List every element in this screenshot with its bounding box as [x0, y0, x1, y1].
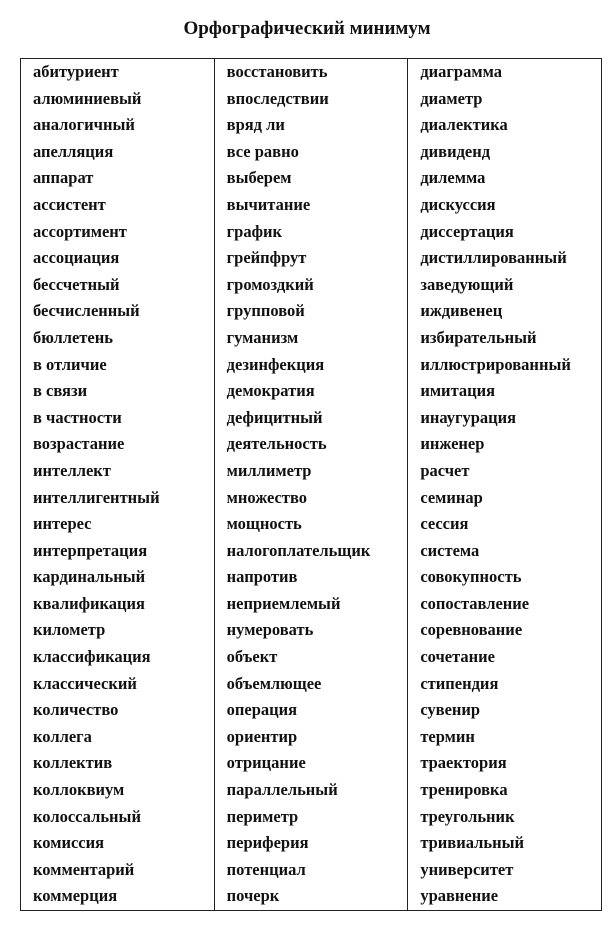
word-item: впоследствии	[226, 88, 329, 108]
word-item: траектория	[420, 753, 507, 773]
word-item: множество	[226, 487, 307, 507]
word-item: дистиллированный	[420, 248, 567, 268]
word-item: километр	[33, 620, 106, 640]
word-column-2	[214, 59, 408, 911]
word-item: сочетание	[420, 647, 495, 667]
word-item: ассоциация	[33, 248, 120, 268]
word-item: выберем	[226, 168, 292, 188]
word-item: миллиметр	[226, 460, 312, 480]
word-item: сопоставление	[420, 593, 530, 613]
word-item: стипендия	[420, 673, 499, 693]
word-item: в отличие	[33, 354, 107, 374]
word-item: операция	[226, 700, 298, 720]
word-item: семинар	[420, 487, 483, 507]
word-item: отрицание	[226, 753, 306, 773]
word-item: избирательный	[420, 327, 537, 347]
word-item: ориентир	[226, 726, 298, 746]
word-item: классификация	[33, 647, 151, 667]
word-item: мощность	[226, 514, 302, 534]
word-item: сессия	[420, 514, 469, 534]
word-item: ассортимент	[33, 221, 127, 241]
word-item: иждивенец	[420, 301, 503, 321]
word-item: неприемлемый	[226, 593, 341, 613]
word-item: коллега	[33, 726, 92, 746]
word-item: налогоплательщик	[226, 540, 371, 560]
word-item: аппарат	[33, 168, 94, 188]
word-item: в связи	[33, 381, 88, 401]
word-column-1	[21, 59, 215, 911]
page-title: Орфографический минимум	[183, 18, 431, 39]
word-item: инаугурация	[420, 407, 517, 427]
word-item: деятельность	[226, 434, 327, 454]
word-item: групповой	[226, 301, 305, 321]
word-item: объемлющее	[226, 673, 322, 693]
word-item: напротив	[226, 567, 298, 587]
word-item: треугольник	[420, 806, 515, 826]
word-item: аналогичный	[33, 115, 135, 135]
word-item: объект	[226, 647, 278, 667]
word-item: система	[420, 540, 480, 560]
word-item: коллектив	[33, 753, 113, 773]
word-item: гуманизм	[226, 327, 299, 347]
word-item: заведующий	[420, 274, 514, 294]
word-item: коммерция	[33, 886, 118, 906]
word-item: совокупность	[420, 567, 522, 587]
word-item: в частности	[33, 407, 122, 427]
word-item: соревнование	[420, 620, 523, 640]
word-item: сувенир	[420, 700, 481, 720]
word-item: университет	[420, 859, 514, 879]
word-item: расчет	[420, 460, 470, 480]
word-item: квалификация	[33, 593, 145, 613]
word-item: возрастание	[33, 434, 125, 454]
word-item: уравнение	[420, 886, 499, 906]
word-item: интерпретация	[33, 540, 148, 560]
word-table	[20, 58, 602, 911]
word-item: комментарий	[33, 859, 135, 879]
word-item: громоздкий	[226, 274, 314, 294]
word-item: комиссия	[33, 833, 105, 853]
word-item: бюллетень	[33, 327, 113, 347]
word-item: коллоквиум	[33, 780, 125, 800]
word-item: ассистент	[33, 194, 106, 214]
word-item: бесчисленный	[33, 301, 140, 321]
word-item: диалектика	[420, 115, 508, 135]
word-item: восстановить	[226, 62, 328, 81]
word-column-3	[408, 59, 602, 911]
word-item: периметр	[226, 806, 299, 826]
word-item: дилемма	[420, 168, 486, 188]
word-item: почерк	[226, 886, 280, 906]
word-item: иллюстрированный	[420, 354, 571, 374]
word-item: грейпфрут	[226, 248, 307, 268]
word-item: диаграмма	[420, 62, 502, 81]
word-item: все равно	[226, 141, 299, 161]
word-item: тривиальный	[420, 833, 524, 853]
table-row	[21, 59, 602, 911]
word-item: дивиденд	[420, 141, 491, 161]
word-item: кардинальный	[33, 567, 146, 587]
word-item: классический	[33, 673, 137, 693]
word-item: вряд ли	[226, 115, 285, 135]
word-item: график	[226, 221, 283, 241]
word-item: дезинфекция	[226, 354, 325, 374]
word-item: апелляция	[33, 141, 114, 161]
word-item: имитация	[420, 381, 496, 401]
word-item: вычитание	[226, 194, 311, 214]
word-item: потенциал	[226, 859, 306, 879]
word-item: алюминиевый	[33, 88, 142, 108]
word-item: термин	[420, 726, 475, 746]
word-item: дискуссия	[420, 194, 496, 214]
word-item: параллельный	[226, 780, 338, 800]
word-item: бессчетный	[33, 274, 120, 294]
word-item: колоссальный	[33, 806, 141, 826]
word-item: нумеровать	[226, 620, 314, 640]
word-item: интеллигентный	[33, 487, 160, 507]
word-item: демократия	[226, 381, 315, 401]
word-item: интерес	[33, 514, 92, 534]
word-item: количество	[33, 700, 119, 720]
word-item: тренировка	[420, 780, 508, 800]
word-item: инженер	[420, 434, 485, 454]
word-item: абитуриент	[33, 62, 119, 81]
word-item: периферия	[226, 833, 309, 853]
word-item: диссертация	[420, 221, 514, 241]
word-item: диаметр	[420, 88, 483, 108]
word-item: дефицитный	[226, 407, 323, 427]
word-item: интеллект	[33, 460, 111, 480]
